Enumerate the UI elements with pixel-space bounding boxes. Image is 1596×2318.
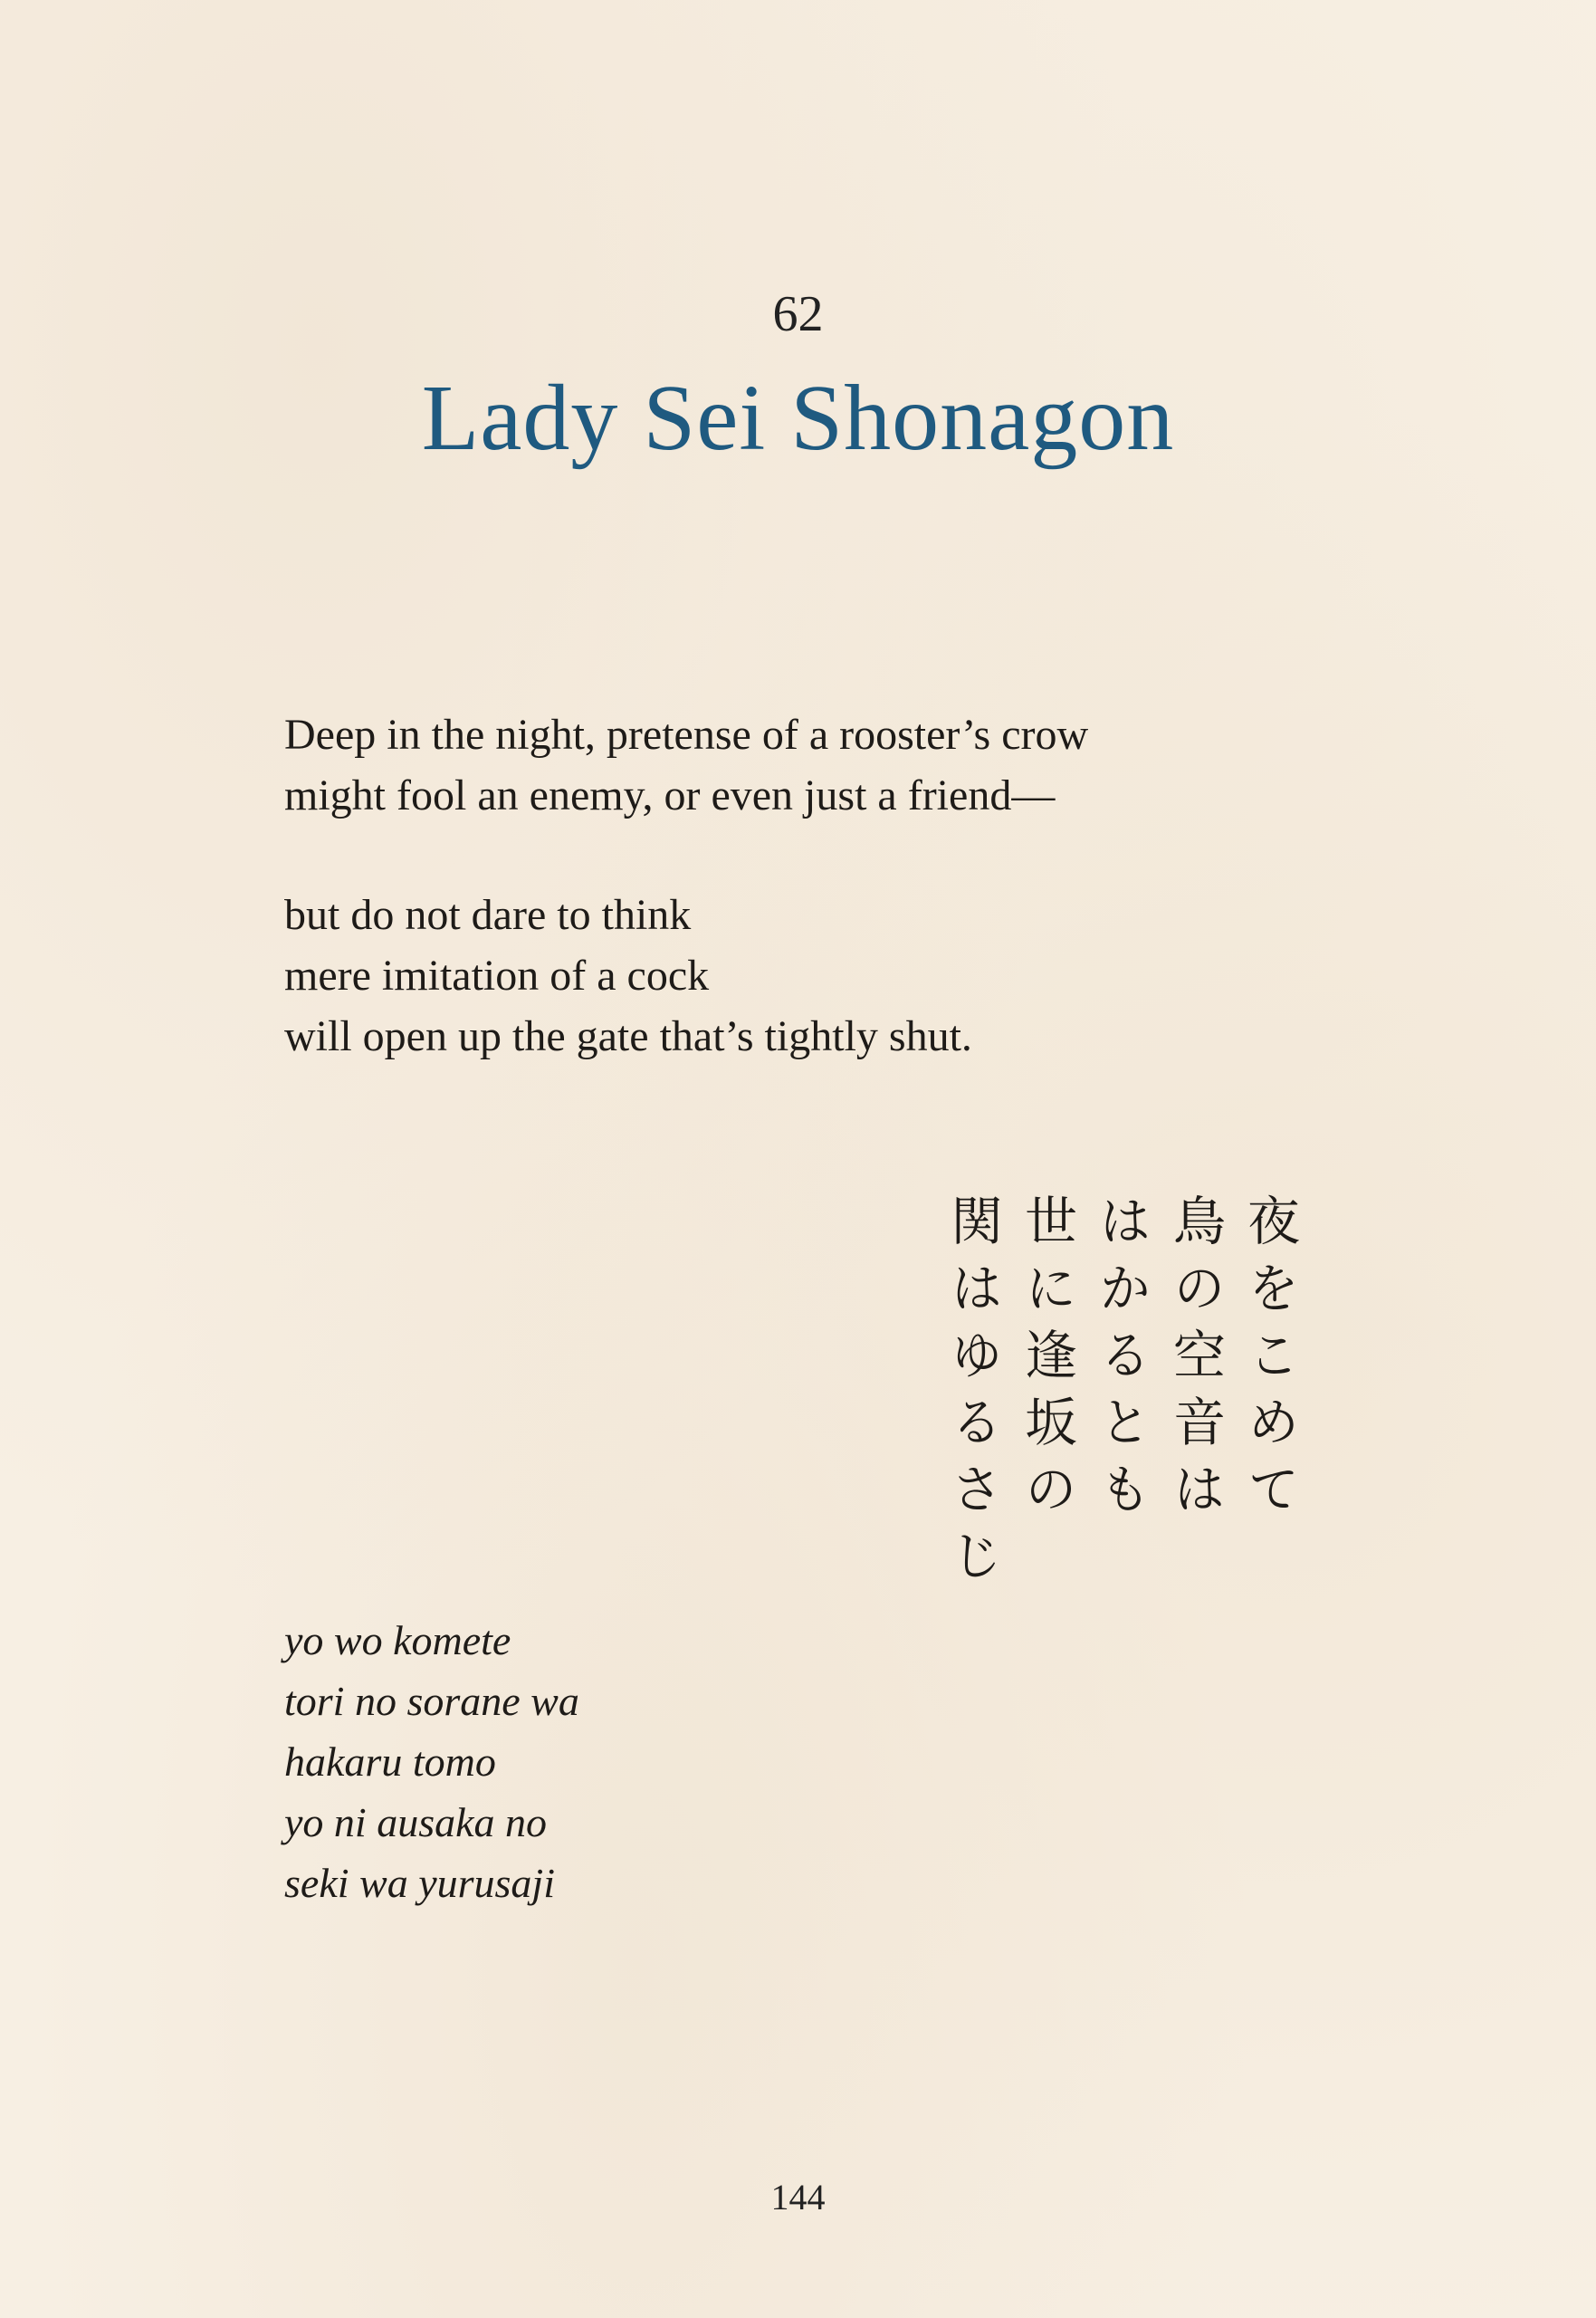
- romaji-line: hakaru tomo: [284, 1738, 496, 1785]
- english-line: but do not dare to think: [284, 891, 692, 939]
- japanese-column: 夜をこめて: [1238, 1193, 1300, 1528]
- romaji-transliteration: [284, 1610, 579, 1913]
- page-number: 144: [770, 2177, 826, 2217]
- romaji-line: yo ni ausaka no: [284, 1799, 548, 1845]
- romaji-line: tori no sorane wa: [284, 1678, 579, 1724]
- japanese-column: 関はゆるさじ: [941, 1193, 1003, 1595]
- english-stanza-2: [284, 885, 1088, 1067]
- japanese-column: はかるとも: [1090, 1193, 1152, 1528]
- poem-number: 62: [772, 286, 824, 342]
- poet-name-heading: Lady Sei Shonagon: [421, 366, 1175, 470]
- romaji-line: seki wa yurusaji: [284, 1860, 555, 1906]
- romaji-line: yo wo komete: [284, 1617, 511, 1663]
- english-line: will open up the gate that’s tightly shut.: [284, 1012, 972, 1060]
- japanese-column: 鳥の空音は: [1164, 1193, 1226, 1528]
- english-line: mere imitation of a cock: [284, 952, 710, 1000]
- japanese-column: 世に逢坂の: [1016, 1193, 1077, 1528]
- english-stanza-1: [284, 704, 1088, 826]
- english-line: Deep in the night, pretense of a rooster’s crow: [284, 711, 1089, 759]
- japanese-original-vertical: [935, 1193, 1306, 1595]
- english-line: might fool an enemy, or even just a friend—: [284, 771, 1056, 819]
- english-translation: [284, 704, 1088, 1067]
